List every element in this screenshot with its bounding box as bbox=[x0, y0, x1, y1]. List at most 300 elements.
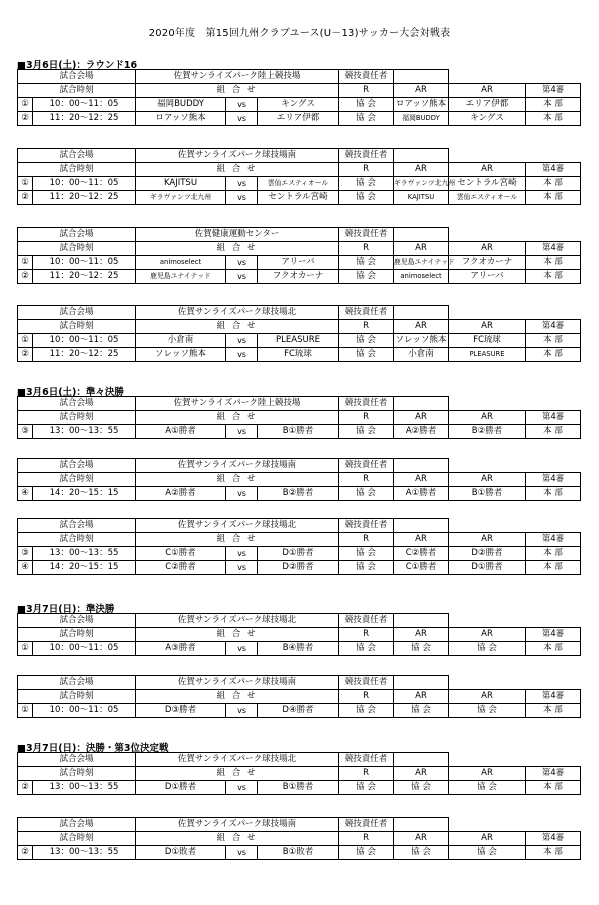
fourth-official: 本 部 bbox=[526, 177, 581, 191]
venue-label: 試合会場 bbox=[18, 228, 136, 242]
match-number: ④ bbox=[18, 487, 33, 501]
official-value bbox=[394, 614, 449, 628]
fourth-official-label: 第4審 bbox=[526, 533, 581, 547]
blank-cell bbox=[449, 149, 581, 163]
table-row bbox=[18, 547, 581, 561]
assistant-referee-label: AR bbox=[394, 533, 449, 547]
assistant-referee-1: 協 会 bbox=[394, 642, 449, 656]
referee: 協 会 bbox=[339, 704, 394, 718]
table-row bbox=[18, 561, 581, 575]
column-header-row bbox=[18, 84, 581, 98]
home-team: D③勝者 bbox=[136, 704, 226, 718]
vs-label: vs bbox=[226, 270, 258, 284]
venue-name: 佐賀サンライズパーク球技場北 bbox=[136, 519, 339, 533]
match-number: ③ bbox=[18, 547, 33, 561]
assistant-referee-label: AR bbox=[394, 690, 449, 704]
vs-label: vs bbox=[226, 348, 258, 362]
home-team: A③勝者 bbox=[136, 642, 226, 656]
venue-label: 試合会場 bbox=[18, 676, 136, 690]
venue-row bbox=[18, 70, 581, 84]
referee-label: R bbox=[339, 411, 394, 425]
match-number: ③ bbox=[18, 425, 33, 439]
table-row bbox=[18, 270, 581, 284]
venue-name: 佐賀サンライズパーク球技場北 bbox=[136, 306, 339, 320]
pairing-label: 組 合 せ bbox=[136, 473, 339, 487]
blank-cell bbox=[449, 519, 581, 533]
referee-label: R bbox=[339, 163, 394, 177]
vs-label: vs bbox=[226, 98, 258, 112]
fourth-official: 本 部 bbox=[526, 112, 581, 126]
table-row bbox=[18, 425, 581, 439]
vs-label: vs bbox=[226, 704, 258, 718]
assistant-referee-2: エリア伊都 bbox=[449, 98, 526, 112]
table-row bbox=[18, 781, 581, 795]
blank-cell bbox=[449, 676, 581, 690]
match-time: 13：00～13：55 bbox=[33, 547, 136, 561]
assistant-referee-2: キングス bbox=[449, 112, 526, 126]
assistant-referee-1: ロアッソ熊本 bbox=[394, 98, 449, 112]
match-table bbox=[17, 817, 581, 860]
match-number: ② bbox=[18, 781, 33, 795]
venue-name: 佐賀健康運動センター bbox=[136, 228, 339, 242]
venue-name: 佐賀サンライズパーク陸上競技場 bbox=[136, 70, 339, 84]
vs-label: vs bbox=[226, 642, 258, 656]
assistant-referee-label: AR bbox=[394, 84, 449, 98]
venue-name: 佐賀サンライズパーク陸上競技場 bbox=[136, 397, 339, 411]
match-number: ① bbox=[18, 642, 33, 656]
assistant-referee-2: アリーバ bbox=[449, 270, 526, 284]
fourth-official: 本 部 bbox=[526, 270, 581, 284]
table-row bbox=[18, 704, 581, 718]
match-number: ① bbox=[18, 704, 33, 718]
assistant-referee-label: AR bbox=[449, 832, 526, 846]
home-team: ソレッソ熊本 bbox=[136, 348, 226, 362]
venue-label: 試合会場 bbox=[18, 397, 136, 411]
referee-label: R bbox=[339, 628, 394, 642]
away-team: D②勝者 bbox=[258, 561, 339, 575]
referee: 協 会 bbox=[339, 781, 394, 795]
home-team: D①敗者 bbox=[136, 846, 226, 860]
match-time: 13：00～13：55 bbox=[33, 781, 136, 795]
pairing-label: 組 合 せ bbox=[136, 411, 339, 425]
match-table bbox=[17, 613, 581, 656]
referee: 協 会 bbox=[339, 547, 394, 561]
fourth-official-label: 第4審 bbox=[526, 628, 581, 642]
venue-label: 試合会場 bbox=[18, 818, 136, 832]
vs-label: vs bbox=[226, 256, 258, 270]
table-row bbox=[18, 846, 581, 860]
assistant-referee-1: 福岡BUDDY bbox=[394, 112, 449, 126]
time-label: 試合時刻 bbox=[18, 163, 136, 177]
referee: 協 会 bbox=[339, 191, 394, 205]
blank-cell bbox=[449, 459, 581, 473]
match-time: 10：00～11：05 bbox=[33, 642, 136, 656]
away-team: フクオカーナ bbox=[258, 270, 339, 284]
venue-label: 試合会場 bbox=[18, 149, 136, 163]
fourth-official: 本 部 bbox=[526, 487, 581, 501]
table-row bbox=[18, 334, 581, 348]
referee: 協 会 bbox=[339, 425, 394, 439]
table-row bbox=[18, 256, 581, 270]
fourth-official-label: 第4審 bbox=[526, 163, 581, 177]
home-team: C②勝者 bbox=[136, 561, 226, 575]
pairing-label: 組 合 せ bbox=[136, 690, 339, 704]
time-label: 試合時刻 bbox=[18, 628, 136, 642]
match-number: ① bbox=[18, 256, 33, 270]
venue-name: 佐賀サンライズパーク球技場南 bbox=[136, 676, 339, 690]
official-value bbox=[394, 676, 449, 690]
match-number: ② bbox=[18, 112, 33, 126]
referee: 協 会 bbox=[339, 270, 394, 284]
venue-label: 試合会場 bbox=[18, 614, 136, 628]
official-label: 競技責任者 bbox=[339, 70, 394, 84]
assistant-referee-1: 小倉南 bbox=[394, 348, 449, 362]
away-team: B①敗者 bbox=[258, 846, 339, 860]
referee: 協 会 bbox=[339, 112, 394, 126]
match-number: ② bbox=[18, 270, 33, 284]
match-time: 10：00～11：05 bbox=[33, 98, 136, 112]
assistant-referee-1: animoselect bbox=[394, 270, 449, 284]
match-table bbox=[17, 69, 581, 126]
referee: 協 会 bbox=[339, 177, 394, 191]
venue-name: 佐賀サンライズパーク球技場北 bbox=[136, 614, 339, 628]
home-team: A②勝者 bbox=[136, 487, 226, 501]
time-label: 試合時刻 bbox=[18, 84, 136, 98]
assistant-referee-2: 協 会 bbox=[449, 704, 526, 718]
match-table bbox=[17, 752, 581, 795]
fourth-official-label: 第4審 bbox=[526, 473, 581, 487]
referee-label: R bbox=[339, 84, 394, 98]
fourth-official-label: 第4審 bbox=[526, 832, 581, 846]
fourth-official: 本 部 bbox=[526, 846, 581, 860]
official-label: 競技責任者 bbox=[339, 228, 394, 242]
home-team: animoselect bbox=[136, 256, 226, 270]
column-header-row bbox=[18, 242, 581, 256]
assistant-referee-1: ソレッソ熊本 bbox=[394, 334, 449, 348]
venue-name: 佐賀サンライズパーク球技場南 bbox=[136, 149, 339, 163]
away-team: D④勝者 bbox=[258, 704, 339, 718]
match-time: 11：20～12：25 bbox=[33, 270, 136, 284]
referee-label: R bbox=[339, 832, 394, 846]
column-header-row bbox=[18, 473, 581, 487]
official-value bbox=[394, 753, 449, 767]
assistant-referee-2: 雲仙エスティオール bbox=[449, 191, 526, 205]
match-number: ① bbox=[18, 334, 33, 348]
referee-label: R bbox=[339, 767, 394, 781]
vs-label: vs bbox=[226, 487, 258, 501]
blank-cell bbox=[449, 70, 581, 84]
assistant-referee-label: AR bbox=[449, 242, 526, 256]
column-header-row bbox=[18, 533, 581, 547]
match-time: 13：00～13：55 bbox=[33, 425, 136, 439]
assistant-referee-1: ギラヴァンツ北九州 bbox=[394, 177, 449, 191]
assistant-referee-label: AR bbox=[449, 84, 526, 98]
away-team: キングス bbox=[258, 98, 339, 112]
match-time: 10：00～11：05 bbox=[33, 256, 136, 270]
home-team: 鹿児島ユナイテッド bbox=[136, 270, 226, 284]
venue-row bbox=[18, 753, 581, 767]
official-label: 競技責任者 bbox=[339, 149, 394, 163]
time-label: 試合時刻 bbox=[18, 473, 136, 487]
column-header-row bbox=[18, 767, 581, 781]
official-label: 競技責任者 bbox=[339, 614, 394, 628]
official-value bbox=[394, 459, 449, 473]
away-team: エリア伊都 bbox=[258, 112, 339, 126]
assistant-referee-1: C①勝者 bbox=[394, 561, 449, 575]
blank-cell bbox=[449, 818, 581, 832]
referee-label: R bbox=[339, 533, 394, 547]
assistant-referee-1: 協 会 bbox=[394, 781, 449, 795]
official-value bbox=[394, 70, 449, 84]
pairing-label: 組 合 せ bbox=[136, 628, 339, 642]
official-value bbox=[394, 818, 449, 832]
referee: 協 会 bbox=[339, 561, 394, 575]
referee: 協 会 bbox=[339, 334, 394, 348]
referee: 協 会 bbox=[339, 256, 394, 270]
home-team: ギラヴァンツ北九州 bbox=[136, 191, 226, 205]
column-header-row bbox=[18, 628, 581, 642]
match-time: 11：20～12：25 bbox=[33, 191, 136, 205]
official-label: 競技責任者 bbox=[339, 459, 394, 473]
fourth-official: 本 部 bbox=[526, 561, 581, 575]
venue-row bbox=[18, 306, 581, 320]
fourth-official: 本 部 bbox=[526, 425, 581, 439]
referee-label: R bbox=[339, 242, 394, 256]
time-label: 試合時刻 bbox=[18, 767, 136, 781]
match-number: ④ bbox=[18, 561, 33, 575]
home-team: D①勝者 bbox=[136, 781, 226, 795]
section-heading: ■3月6日(土)：準々決勝 bbox=[17, 387, 124, 398]
fourth-official: 本 部 bbox=[526, 256, 581, 270]
away-team: アリーバ bbox=[258, 256, 339, 270]
match-number: ② bbox=[18, 191, 33, 205]
section-heading: ■3月7日(日)：準決勝 bbox=[17, 604, 115, 615]
table-row bbox=[18, 348, 581, 362]
match-time: 10：00～11：05 bbox=[33, 334, 136, 348]
venue-row bbox=[18, 519, 581, 533]
referee: 協 会 bbox=[339, 348, 394, 362]
vs-label: vs bbox=[226, 112, 258, 126]
blank-cell bbox=[449, 397, 581, 411]
fourth-official-label: 第4審 bbox=[526, 84, 581, 98]
time-label: 試合時刻 bbox=[18, 533, 136, 547]
table-row bbox=[18, 112, 581, 126]
column-header-row bbox=[18, 163, 581, 177]
blank-cell bbox=[449, 753, 581, 767]
match-table bbox=[17, 675, 581, 718]
vs-label: vs bbox=[226, 561, 258, 575]
referee: 協 会 bbox=[339, 846, 394, 860]
assistant-referee-2: D②勝者 bbox=[449, 547, 526, 561]
venue-row bbox=[18, 149, 581, 163]
blank-cell bbox=[449, 228, 581, 242]
referee-label: R bbox=[339, 473, 394, 487]
match-time: 14：20～15：15 bbox=[33, 487, 136, 501]
venue-label: 試合会場 bbox=[18, 753, 136, 767]
assistant-referee-label: AR bbox=[449, 163, 526, 177]
time-label: 試合時刻 bbox=[18, 411, 136, 425]
assistant-referee-label: AR bbox=[449, 473, 526, 487]
assistant-referee-1: C②勝者 bbox=[394, 547, 449, 561]
assistant-referee-label: AR bbox=[394, 767, 449, 781]
official-value bbox=[394, 149, 449, 163]
match-table bbox=[17, 458, 581, 501]
blank-cell bbox=[449, 614, 581, 628]
assistant-referee-label: AR bbox=[449, 690, 526, 704]
home-team: 小倉南 bbox=[136, 334, 226, 348]
home-team: A①勝者 bbox=[136, 425, 226, 439]
assistant-referee-2: PLEASURE bbox=[449, 348, 526, 362]
assistant-referee-1: 鹿児島ユナイテッド bbox=[394, 256, 449, 270]
assistant-referee-label: AR bbox=[449, 628, 526, 642]
match-table bbox=[17, 305, 581, 362]
pairing-label: 組 合 せ bbox=[136, 533, 339, 547]
away-team: B②勝者 bbox=[258, 487, 339, 501]
referee: 協 会 bbox=[339, 98, 394, 112]
column-header-row bbox=[18, 320, 581, 334]
away-team: 雲仙エスティオール bbox=[258, 177, 339, 191]
assistant-referee-label: AR bbox=[449, 411, 526, 425]
column-header-row bbox=[18, 690, 581, 704]
assistant-referee-label: AR bbox=[394, 163, 449, 177]
official-value bbox=[394, 228, 449, 242]
section-heading: ■3月6日(土)：ラウンド16 bbox=[17, 60, 138, 71]
venue-label: 試合会場 bbox=[18, 306, 136, 320]
assistant-referee-label: AR bbox=[394, 832, 449, 846]
away-team: PLEASURE bbox=[258, 334, 339, 348]
time-label: 試合時刻 bbox=[18, 832, 136, 846]
match-time: 13：00～13：55 bbox=[33, 846, 136, 860]
venue-label: 試合会場 bbox=[18, 459, 136, 473]
assistant-referee-1: A②勝者 bbox=[394, 425, 449, 439]
referee-label: R bbox=[339, 320, 394, 334]
vs-label: vs bbox=[226, 334, 258, 348]
table-row bbox=[18, 177, 581, 191]
page-title: 2020年度 第15回九州クラブユース(U－13)サッカー大会対戦表 bbox=[148, 28, 451, 39]
match-time: 11：20～12：25 bbox=[33, 112, 136, 126]
assistant-referee-1: 協 会 bbox=[394, 704, 449, 718]
assistant-referee-1: KAJITSU bbox=[394, 191, 449, 205]
venue-name: 佐賀サンライズパーク球技場南 bbox=[136, 459, 339, 473]
match-time: 14：20～15：15 bbox=[33, 561, 136, 575]
pairing-label: 組 合 せ bbox=[136, 767, 339, 781]
assistant-referee-label: AR bbox=[394, 411, 449, 425]
home-team: KAJITSU bbox=[136, 177, 226, 191]
fourth-official: 本 部 bbox=[526, 781, 581, 795]
vs-label: vs bbox=[226, 177, 258, 191]
assistant-referee-2: 協 会 bbox=[449, 846, 526, 860]
venue-row bbox=[18, 818, 581, 832]
assistant-referee-2: B①勝者 bbox=[449, 487, 526, 501]
referee: 協 会 bbox=[339, 642, 394, 656]
match-number: ① bbox=[18, 98, 33, 112]
fourth-official: 本 部 bbox=[526, 704, 581, 718]
assistant-referee-2: 協 会 bbox=[449, 781, 526, 795]
column-header-row bbox=[18, 832, 581, 846]
assistant-referee-label: AR bbox=[394, 628, 449, 642]
fourth-official: 本 部 bbox=[526, 98, 581, 112]
assistant-referee-label: AR bbox=[449, 767, 526, 781]
match-time: 11：20～12：25 bbox=[33, 348, 136, 362]
official-label: 競技責任者 bbox=[339, 519, 394, 533]
assistant-referee-2: 協 会 bbox=[449, 642, 526, 656]
venue-label: 試合会場 bbox=[18, 519, 136, 533]
match-number: ② bbox=[18, 846, 33, 860]
fourth-official: 本 部 bbox=[526, 547, 581, 561]
assistant-referee-2: B②勝者 bbox=[449, 425, 526, 439]
column-header-row bbox=[18, 411, 581, 425]
venue-name: 佐賀サンライズパーク球技場北 bbox=[136, 753, 339, 767]
fourth-official: 本 部 bbox=[526, 334, 581, 348]
venue-row bbox=[18, 459, 581, 473]
assistant-referee-2: フクオカーナ bbox=[449, 256, 526, 270]
vs-label: vs bbox=[226, 191, 258, 205]
away-team: B①勝者 bbox=[258, 425, 339, 439]
table-row bbox=[18, 642, 581, 656]
assistant-referee-2: セントラル宮崎 bbox=[449, 177, 526, 191]
home-team: 福岡BUDDY bbox=[136, 98, 226, 112]
assistant-referee-2: FC琉球 bbox=[449, 334, 526, 348]
vs-label: vs bbox=[226, 547, 258, 561]
match-number: ② bbox=[18, 348, 33, 362]
section-heading: ■3月7日(日)：決勝・第3位決定戦 bbox=[17, 743, 169, 754]
fourth-official-label: 第4審 bbox=[526, 767, 581, 781]
match-number: ① bbox=[18, 177, 33, 191]
time-label: 試合時刻 bbox=[18, 320, 136, 334]
venue-row bbox=[18, 614, 581, 628]
away-team: FC琉球 bbox=[258, 348, 339, 362]
pairing-label: 組 合 せ bbox=[136, 832, 339, 846]
match-time: 10：00～11：05 bbox=[33, 177, 136, 191]
official-label: 競技責任者 bbox=[339, 676, 394, 690]
vs-label: vs bbox=[226, 781, 258, 795]
referee: 協 会 bbox=[339, 487, 394, 501]
time-label: 試合時刻 bbox=[18, 242, 136, 256]
fourth-official-label: 第4審 bbox=[526, 320, 581, 334]
table-row bbox=[18, 191, 581, 205]
home-team: ロアッソ熊本 bbox=[136, 112, 226, 126]
pairing-label: 組 合 せ bbox=[136, 320, 339, 334]
referee-label: R bbox=[339, 690, 394, 704]
official-label: 競技責任者 bbox=[339, 306, 394, 320]
venue-row bbox=[18, 397, 581, 411]
table-row bbox=[18, 487, 581, 501]
fourth-official: 本 部 bbox=[526, 642, 581, 656]
pairing-label: 組 合 せ bbox=[136, 84, 339, 98]
pairing-label: 組 合 せ bbox=[136, 242, 339, 256]
assistant-referee-1: 協 会 bbox=[394, 846, 449, 860]
fourth-official-label: 第4審 bbox=[526, 411, 581, 425]
fourth-official: 本 部 bbox=[526, 191, 581, 205]
match-table bbox=[17, 227, 581, 284]
away-team: B④勝者 bbox=[258, 642, 339, 656]
vs-label: vs bbox=[226, 425, 258, 439]
fourth-official: 本 部 bbox=[526, 348, 581, 362]
fourth-official-label: 第4審 bbox=[526, 690, 581, 704]
official-label: 競技責任者 bbox=[339, 818, 394, 832]
match-time: 10：00～11：05 bbox=[33, 704, 136, 718]
assistant-referee-label: AR bbox=[449, 533, 526, 547]
venue-row bbox=[18, 228, 581, 242]
blank-cell bbox=[449, 306, 581, 320]
venue-row bbox=[18, 676, 581, 690]
away-team: D①勝者 bbox=[258, 547, 339, 561]
official-label: 競技責任者 bbox=[339, 753, 394, 767]
official-value bbox=[394, 397, 449, 411]
home-team: C①勝者 bbox=[136, 547, 226, 561]
assistant-referee-1: A①勝者 bbox=[394, 487, 449, 501]
away-team: B①勝者 bbox=[258, 781, 339, 795]
